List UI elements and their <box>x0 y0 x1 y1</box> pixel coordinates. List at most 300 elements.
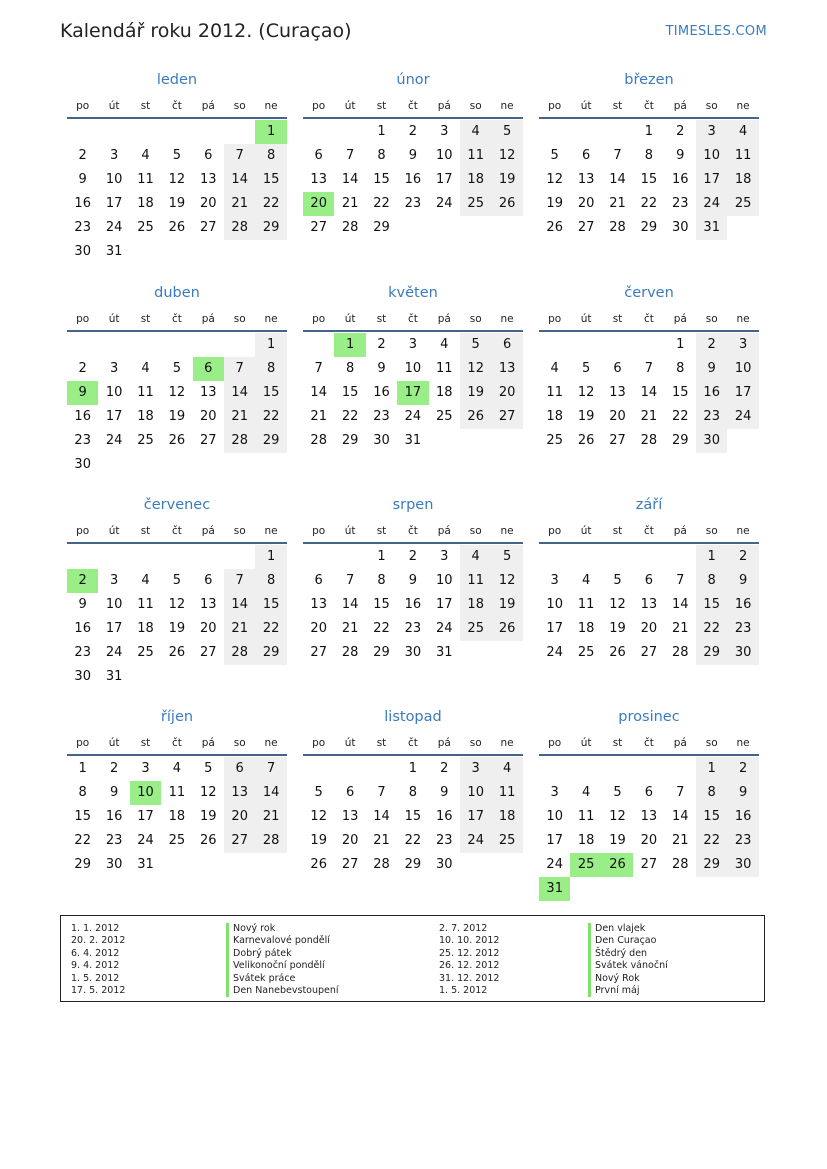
weekday-label: pá <box>201 525 215 537</box>
weekday-label: po <box>76 100 90 112</box>
weekday-label: so <box>469 100 482 112</box>
day-cell: 13 <box>200 597 217 612</box>
weekday-label: út <box>580 737 592 749</box>
day-cell: 5 <box>314 785 323 800</box>
month-name: březen <box>624 72 674 88</box>
day-cell: 6 <box>314 148 323 163</box>
day-cell: 6 <box>644 573 654 588</box>
day-cell: 27 <box>310 220 327 235</box>
day-cell: 20 <box>640 621 658 636</box>
weekday-label: ne <box>736 737 750 749</box>
day-cell: 23 <box>727 829 758 853</box>
weekday-label: pá <box>673 525 687 537</box>
day-cell: 9 <box>408 573 418 588</box>
weekday-label: pá <box>201 737 215 749</box>
legend-divider <box>226 923 229 997</box>
weekday-label: čt <box>407 737 418 749</box>
day-cell: 16 <box>404 597 422 612</box>
day-cell: 15 <box>672 385 689 400</box>
day-cell: 21 <box>224 617 255 641</box>
day-cell: 21 <box>255 805 286 829</box>
holiday-name: Karnevalové pondělí <box>233 935 330 947</box>
weekday-label: čt <box>407 100 418 112</box>
day-cell: 25 <box>460 192 491 216</box>
month-underline <box>303 542 523 544</box>
day-cell: 2 <box>408 124 418 139</box>
day-cell: 7 <box>224 569 255 593</box>
day-cell: 28 <box>310 433 327 448</box>
day-cell: 19 <box>577 409 595 424</box>
day-cell: 14 <box>373 809 390 824</box>
day-cell: 22 <box>373 196 390 211</box>
day-cell: 25 <box>460 617 491 641</box>
holiday-date: 20. 2. 2012 <box>71 935 126 947</box>
day-cell: 9 <box>727 781 758 805</box>
day-cell: 29 <box>640 220 658 235</box>
weekday-label: so <box>233 525 246 537</box>
day-cell: 2 <box>377 337 386 352</box>
day-cell: 9 <box>109 785 119 800</box>
day-cell: 30 <box>74 244 91 259</box>
weekday-label: ne <box>264 737 278 749</box>
day-cell: 29 <box>404 857 422 872</box>
day-cell: 10 <box>696 144 727 168</box>
day-cell: 6 <box>314 573 323 588</box>
day-cell: 15 <box>255 168 286 192</box>
day-cell: 1 <box>255 333 286 357</box>
day-cell: 20 <box>200 621 217 636</box>
day-cell: 30 <box>696 429 727 453</box>
day-cell: 29 <box>255 216 286 240</box>
day-cell: 19 <box>460 381 491 405</box>
day-cell: 1 <box>255 545 286 569</box>
day-cell: 7 <box>255 757 286 781</box>
day-cell: 5 <box>460 333 491 357</box>
holiday-date: 1. 5. 2012 <box>71 972 120 984</box>
day-cell: 24 <box>105 220 123 235</box>
holiday-day-cell: 6 <box>193 357 224 381</box>
day-cell: 4 <box>460 545 491 569</box>
day-cell: 12 <box>491 569 522 593</box>
day-cell: 20 <box>200 196 217 211</box>
day-cell: 11 <box>168 785 186 800</box>
day-cell: 22 <box>74 833 91 848</box>
weekday-label: st <box>140 313 151 325</box>
day-cell: 26 <box>577 433 595 448</box>
day-cell: 5 <box>581 361 591 376</box>
day-cell: 18 <box>546 409 563 424</box>
weekday-label: pá <box>201 313 215 325</box>
weekday-label: so <box>705 100 718 112</box>
day-cell: 1 <box>696 545 727 569</box>
day-cell: 12 <box>609 597 626 612</box>
weekday-label: po <box>76 737 90 749</box>
day-cell: 11 <box>491 781 522 805</box>
day-cell: 6 <box>613 361 622 376</box>
day-cell: 3 <box>141 761 150 776</box>
day-cell: 21 <box>373 833 390 848</box>
day-cell: 3 <box>109 573 119 588</box>
month-name: červenec <box>143 497 211 513</box>
day-cell: 7 <box>224 357 255 381</box>
weekday-label: po <box>312 737 326 749</box>
weekday-label: po <box>548 737 562 749</box>
weekday-label: st <box>612 737 623 749</box>
day-cell: 29 <box>341 433 359 448</box>
day-cell: 28 <box>373 857 390 872</box>
weekday-label: ne <box>500 737 514 749</box>
day-cell: 24 <box>105 645 123 660</box>
weekday-label: po <box>76 313 90 325</box>
day-cell: 2 <box>696 333 727 357</box>
month-underline <box>303 117 523 119</box>
day-cell: 11 <box>137 172 154 187</box>
day-cell: 18 <box>460 593 491 617</box>
holiday-name: Svátek práce <box>233 972 296 984</box>
weekday-label: út <box>108 100 120 112</box>
day-cell: 18 <box>577 833 595 848</box>
day-cell: 20 <box>200 409 217 424</box>
day-cell: 11 <box>460 144 491 168</box>
day-cell: 14 <box>224 168 255 192</box>
day-cell: 2 <box>440 761 449 776</box>
weekday-label: út <box>344 313 356 325</box>
month-underline <box>539 117 759 119</box>
day-cell: 25 <box>436 409 453 424</box>
weekday-label: čt <box>643 100 654 112</box>
day-cell: 12 <box>168 597 186 612</box>
day-cell: 15 <box>696 593 727 617</box>
weekday-label: po <box>548 525 562 537</box>
holiday-name: Štědrý den <box>595 947 648 959</box>
legend-right-dates <box>439 923 499 997</box>
legend-left-dates <box>71 923 125 997</box>
day-cell: 14 <box>341 172 359 187</box>
day-cell: 4 <box>581 573 591 588</box>
day-cell: 31 <box>696 216 727 240</box>
day-cell: 31 <box>404 433 422 448</box>
day-cell: 23 <box>727 617 758 641</box>
day-cell: 11 <box>460 569 491 593</box>
day-cell: 4 <box>491 757 522 781</box>
day-cell: 7 <box>676 573 685 588</box>
day-cell: 23 <box>672 196 689 211</box>
day-cell: 23 <box>373 409 390 424</box>
weekday-label: pá <box>201 100 215 112</box>
day-cell: 9 <box>408 148 418 163</box>
day-cell: 28 <box>224 641 255 665</box>
day-cell: 19 <box>491 168 522 192</box>
day-cell: 8 <box>345 361 355 376</box>
legend-right-names <box>595 923 668 997</box>
day-cell: 30 <box>436 857 453 872</box>
day-cell: 13 <box>577 172 595 187</box>
day-cell: 7 <box>224 144 255 168</box>
day-cell: 21 <box>672 833 689 848</box>
day-cell: 27 <box>577 220 595 235</box>
month-underline <box>67 117 287 119</box>
day-cell: 25 <box>577 645 595 660</box>
holiday-day-cell: 2 <box>67 569 98 593</box>
month-name: říjen <box>160 709 194 725</box>
day-cell: 19 <box>491 593 522 617</box>
day-cell: 24 <box>727 405 758 429</box>
holiday-day-cell: 26 <box>602 853 633 877</box>
day-cell: 9 <box>440 785 449 800</box>
day-cell: 22 <box>373 621 390 636</box>
day-cell: 18 <box>436 385 453 400</box>
weekday-label: so <box>705 525 718 537</box>
day-cell: 8 <box>255 357 286 381</box>
day-cell: 26 <box>168 433 186 448</box>
holiday-name: Den Curaçao <box>595 935 657 947</box>
weekday-label: ne <box>500 100 514 112</box>
day-cell: 25 <box>546 433 563 448</box>
day-cell: 14 <box>672 597 689 612</box>
month-underline <box>67 330 287 332</box>
day-cell: 4 <box>141 573 150 588</box>
day-cell: 18 <box>460 168 491 192</box>
weekday-label: ne <box>264 313 278 325</box>
day-cell: 14 <box>341 597 359 612</box>
holiday-date: 10. 10. 2012 <box>439 935 500 947</box>
month-name: červen <box>624 285 674 301</box>
holiday-date: 6. 4. 2012 <box>71 947 120 959</box>
day-cell: 27 <box>200 645 217 660</box>
day-cell: 22 <box>672 409 689 424</box>
day-cell: 5 <box>550 148 559 163</box>
day-cell: 30 <box>74 457 91 472</box>
day-cell: 5 <box>491 120 522 144</box>
day-cell: 31 <box>105 669 123 684</box>
month-underline <box>303 330 523 332</box>
weekday-label: st <box>612 313 623 325</box>
day-cell: 29 <box>696 853 727 877</box>
holiday-name: První máj <box>595 984 640 996</box>
weekday-label: ne <box>264 525 278 537</box>
day-cell: 23 <box>74 645 91 660</box>
day-cell: 19 <box>168 196 186 211</box>
weekday-label: pá <box>437 525 451 537</box>
weekday-label: út <box>580 313 592 325</box>
day-cell: 26 <box>491 617 522 641</box>
day-cell: 26 <box>546 220 563 235</box>
day-cell: 13 <box>200 172 217 187</box>
holiday-day-cell: 31 <box>539 877 570 901</box>
day-cell: 10 <box>546 597 563 612</box>
day-cell: 18 <box>577 621 595 636</box>
weekday-label: so <box>233 313 246 325</box>
day-cell: 29 <box>373 220 390 235</box>
day-cell: 17 <box>460 805 491 829</box>
weekday-label: čt <box>643 525 654 537</box>
day-cell: 4 <box>440 337 449 352</box>
weekday-label: út <box>344 525 356 537</box>
day-cell: 31 <box>137 857 154 872</box>
day-cell: 2 <box>78 361 87 376</box>
day-cell: 28 <box>672 645 689 660</box>
day-cell: 7 <box>314 361 323 376</box>
day-cell: 30 <box>373 433 390 448</box>
day-cell: 14 <box>310 385 327 400</box>
day-cell: 2 <box>109 761 119 776</box>
day-cell: 12 <box>310 809 327 824</box>
weekday-label: út <box>580 100 592 112</box>
day-cell: 23 <box>74 433 91 448</box>
weekday-label: st <box>376 100 387 112</box>
holiday-day-cell: 17 <box>397 381 428 405</box>
weekday-label: pá <box>673 313 687 325</box>
day-cell: 10 <box>546 809 563 824</box>
day-cell: 11 <box>546 385 563 400</box>
day-cell: 1 <box>696 757 727 781</box>
day-cell: 5 <box>172 361 182 376</box>
day-cell: 17 <box>727 381 758 405</box>
holiday-day-cell: 10 <box>130 781 161 805</box>
day-cell: 26 <box>168 645 186 660</box>
holiday-day-cell: 1 <box>255 120 286 144</box>
day-cell: 27 <box>200 433 217 448</box>
day-cell: 13 <box>200 385 217 400</box>
day-cell: 11 <box>436 361 453 376</box>
day-cell: 15 <box>255 593 286 617</box>
brand-link[interactable]: TIMESLES.COM <box>665 24 767 39</box>
day-cell: 2 <box>727 545 758 569</box>
day-cell: 22 <box>696 617 727 641</box>
day-cell: 22 <box>341 409 359 424</box>
weekday-label: ne <box>500 525 514 537</box>
day-cell: 20 <box>224 805 255 829</box>
day-cell: 16 <box>404 172 422 187</box>
day-cell: 28 <box>224 216 255 240</box>
day-cell: 6 <box>581 148 591 163</box>
holiday-name: Svátek vánoční <box>595 960 668 972</box>
day-cell: 20 <box>609 409 626 424</box>
holiday-day-cell: 1 <box>334 333 365 357</box>
day-cell: 22 <box>255 192 286 216</box>
day-cell: 30 <box>727 853 758 877</box>
weekday-label: st <box>140 100 151 112</box>
holiday-day-cell: 20 <box>303 192 334 216</box>
weekday-label: po <box>312 525 326 537</box>
day-cell: 17 <box>436 597 453 612</box>
day-cell: 25 <box>137 645 154 660</box>
day-cell: 1 <box>377 124 386 139</box>
holiday-name: Velikonoční pondělí <box>233 960 325 972</box>
day-cell: 31 <box>105 244 123 259</box>
weekday-label: st <box>612 100 623 112</box>
day-cell: 14 <box>640 385 658 400</box>
holiday-day-cell: 9 <box>67 381 98 405</box>
weekday-label: út <box>108 737 120 749</box>
day-cell: 22 <box>255 405 286 429</box>
day-cell: 28 <box>224 429 255 453</box>
day-cell: 19 <box>168 409 186 424</box>
day-cell: 12 <box>577 385 595 400</box>
weekday-label: pá <box>437 737 451 749</box>
day-cell: 6 <box>204 148 213 163</box>
day-cell: 11 <box>577 597 595 612</box>
day-cell: 21 <box>640 409 658 424</box>
day-cell: 24 <box>460 829 491 853</box>
day-cell: 16 <box>727 805 758 829</box>
day-cell: 6 <box>204 573 213 588</box>
day-cell: 25 <box>727 192 758 216</box>
day-cell: 19 <box>310 833 327 848</box>
day-cell: 20 <box>577 196 595 211</box>
day-cell: 8 <box>644 148 654 163</box>
day-cell: 3 <box>460 757 491 781</box>
day-cell: 23 <box>105 833 123 848</box>
holiday-date: 9. 4. 2012 <box>71 960 120 972</box>
day-cell: 1 <box>676 337 685 352</box>
day-cell: 19 <box>609 833 626 848</box>
holiday-name: Nový rok <box>233 923 276 934</box>
day-cell: 14 <box>224 593 255 617</box>
holiday-name: Den Nanebevstoupení <box>233 984 339 996</box>
day-cell: 7 <box>644 361 654 376</box>
legend-divider <box>588 923 591 997</box>
day-cell: 18 <box>727 168 758 192</box>
day-cell: 20 <box>310 621 327 636</box>
day-cell: 9 <box>78 172 87 187</box>
day-cell: 25 <box>137 220 154 235</box>
month-underline <box>539 330 759 332</box>
day-cell: 13 <box>341 809 359 824</box>
day-cell: 17 <box>436 172 453 187</box>
day-cell: 13 <box>310 172 327 187</box>
weekday-label: út <box>344 737 356 749</box>
day-cell: 11 <box>577 809 595 824</box>
day-cell: 18 <box>137 196 154 211</box>
day-cell: 12 <box>168 385 186 400</box>
weekday-label: ne <box>736 313 750 325</box>
day-cell: 5 <box>613 573 622 588</box>
day-cell: 3 <box>696 120 727 144</box>
weekday-label: čt <box>643 313 654 325</box>
day-cell: 30 <box>74 669 91 684</box>
day-cell: 28 <box>640 433 658 448</box>
day-cell: 13 <box>491 357 522 381</box>
day-cell: 2 <box>78 148 87 163</box>
day-cell: 17 <box>696 168 727 192</box>
day-cell: 15 <box>404 809 422 824</box>
day-cell: 27 <box>640 645 658 660</box>
day-cell: 21 <box>341 621 359 636</box>
day-cell: 26 <box>310 857 327 872</box>
day-cell: 30 <box>672 220 689 235</box>
month-underline <box>67 542 287 544</box>
day-cell: 11 <box>137 597 154 612</box>
day-cell: 22 <box>640 196 658 211</box>
weekday-label: ne <box>736 525 750 537</box>
day-cell: 2 <box>676 124 685 139</box>
holiday-date: 17. 5. 2012 <box>71 984 126 996</box>
day-cell: 12 <box>491 144 522 168</box>
day-cell: 10 <box>105 597 123 612</box>
day-cell: 5 <box>613 785 622 800</box>
day-cell: 15 <box>74 809 91 824</box>
weekday-label: so <box>469 737 482 749</box>
day-cell: 21 <box>672 621 689 636</box>
weekday-label: st <box>376 737 387 749</box>
day-cell: 4 <box>141 148 150 163</box>
weekday-label: so <box>705 737 718 749</box>
day-cell: 18 <box>168 809 186 824</box>
day-cell: 10 <box>105 172 123 187</box>
weekday-label: út <box>108 313 120 325</box>
weekday-label: út <box>108 525 120 537</box>
